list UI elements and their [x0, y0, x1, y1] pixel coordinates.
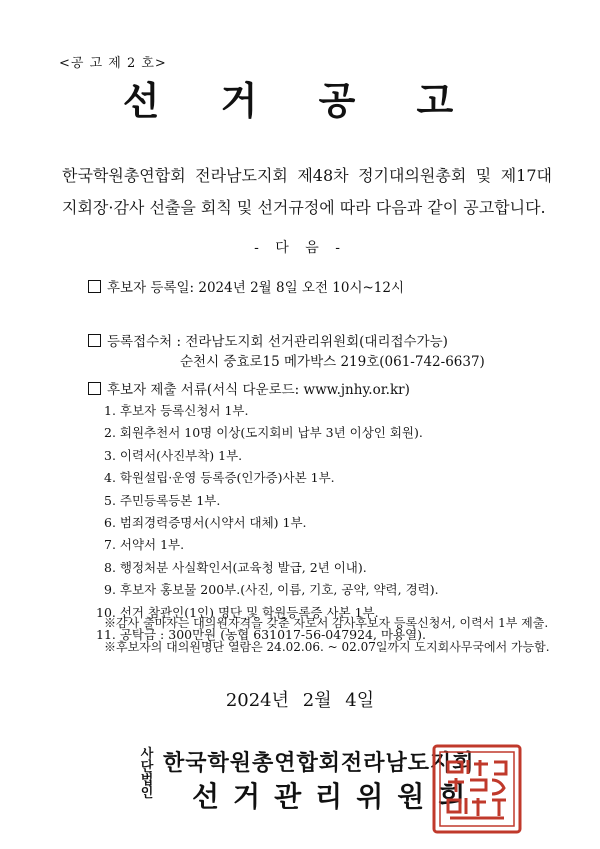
documents-list: [96, 400, 439, 646]
notice-date: 2024년 2월 4일: [225, 690, 375, 711]
registration-item: [88, 276, 404, 296]
list-item: 10. 선거 참관인(1인) 명단 및 학원등록증 사본 1부.: [96, 604, 379, 620]
intro-paragraph: [62, 160, 552, 224]
place-line-1: 등록접수처 : 전라남도지회 선거관리위원회(대리접수가능): [107, 334, 448, 350]
intro-line-1: 한국학원총연합회 전라남도지회 제48차 정기대의원총회 및 제17대: [62, 166, 552, 185]
notes: [104, 611, 550, 659]
checkbox-square-icon: [88, 382, 101, 395]
list-item: 8. 행정처분 사실확인서(교육청 발급, 2년 이내).: [104, 559, 367, 575]
documents-item: [88, 378, 410, 398]
organization-name: 한국학원총연합회전라남도지회: [163, 750, 475, 776]
committee-name: 선거관리위원회: [192, 780, 480, 813]
list-item: 4. 학원설립·운영 등록증(인가증)사본 1부.: [104, 470, 335, 486]
documents-header: 후보자 제출 서류(서식 다운로드: www.jnhy.or.kr): [107, 382, 410, 398]
list-item: 5. 주민등록등본 1부.: [104, 492, 221, 508]
list-item: 11. 공탁금 : 300만원 (농협 631017-56-047924, 마용열).: [96, 627, 427, 643]
list-item: 6. 범죄경력증명서(시약서 대체) 1부.: [104, 515, 307, 531]
checkbox-square-icon: [88, 334, 101, 347]
list-item: 9. 후보자 홍보물 200부.(사진, 이름, 기호, 공약, 약력, 경력).: [104, 582, 439, 598]
list-item: 2. 회원추천서 10명 이상(도지회비 납부 3년 이상인 회원).: [104, 425, 423, 441]
place-line-2: 순천시 중효로15 메가박스 219호(061-742-6637): [180, 354, 485, 370]
official-seal-icon: [430, 742, 524, 836]
registration-text: 후보자 등록일: 2024년 2월 8일 오전 10시~12시: [107, 280, 405, 296]
notice-number: <공 고 제 2 호>: [59, 56, 167, 71]
list-item: 1. 후보자 등록신청서 1부.: [104, 403, 249, 418]
section-divider: - 다 음 -: [254, 240, 346, 256]
list-item: 7. 서약서 1부.: [104, 537, 185, 553]
registration-place-item: [88, 330, 448, 350]
note-auditor: ※감사 출마자는 대의원자격을 갖춘 자로서 감사후보자 등록신청서, 이력서 1부 제출.: [104, 616, 549, 630]
org-type-tag: 사단법인: [140, 747, 154, 801]
list-item: 3. 이력서(사진부착) 1부.: [104, 447, 243, 463]
checkbox-square-icon: [88, 280, 101, 293]
page-title: 선 거 공 고: [122, 78, 478, 123]
note-delegate-list: ※후보자의 대의원명단 열람은 24.02.06. ~ 02.07일까지 도지회사무국에서 가능함.: [104, 640, 550, 654]
intro-line-2: 지회장·감사 선출을 회칙 및 선거규정에 따라 다음과 같이 공고합니다.: [62, 198, 546, 217]
